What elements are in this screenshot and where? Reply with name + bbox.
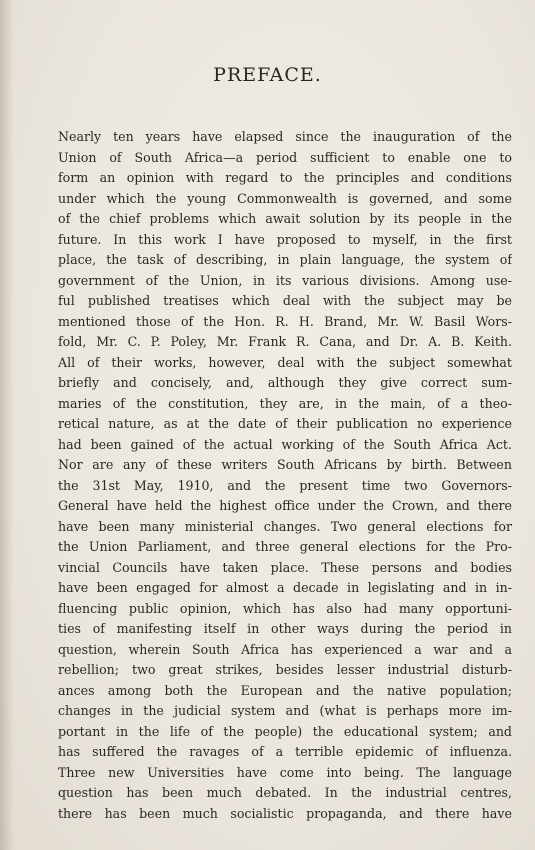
text-line: place, the task of describing, in plain language, the system of xyxy=(58,252,512,267)
text-line: ful published treatises which deal with the subject may be xyxy=(58,293,512,308)
text-line: maries of the constitution, they are, in the main, of a theo- xyxy=(58,395,512,411)
text-line: General have held the highest office under the Crown, and there xyxy=(58,498,512,513)
text-line: has suffered the ravages of a terrible epidemic of influenza. xyxy=(58,744,512,759)
text-line: future. In this work I have proposed to myself, in the first xyxy=(58,231,512,247)
text-line: briefly and concisely, and, although they give correct sum- xyxy=(58,375,512,390)
text-line: mentioned those of the Hon. R. H. Brand, Mr. W. Basil Wors- xyxy=(58,313,512,329)
preface-body xyxy=(58,127,512,824)
text-line: the 31st May, 1910, and the present time two Governors- xyxy=(58,477,512,493)
text-line: Nearly ten years have elapsed since the inauguration of the xyxy=(58,129,512,144)
text-line: Nor are any of these writers South Africans by birth. Between xyxy=(58,457,512,472)
text-line: ances among both the European and the native population; xyxy=(58,682,512,698)
text-line: have been many ministerial changes. Two general elections for xyxy=(58,518,512,534)
text-line: ties of manifesting itself in other ways during the period in xyxy=(58,621,512,636)
text-line: fluencing public opinion, which has also had many opportuni- xyxy=(58,600,512,616)
text-line: the Union Parliament, and three general elections for the Pro- xyxy=(58,539,512,554)
text-line: changes in the judicial system and (what is perhaps more im- xyxy=(58,703,512,718)
text-line: question, wherein South Africa has experienced a war and a xyxy=(58,641,512,657)
text-line: fold, Mr. C. P. Poley, Mr. Frank R. Cana, and Dr. A. B. Keith. xyxy=(58,334,512,349)
text-line: have been engaged for almost a decade in legislating and in in- xyxy=(58,580,512,595)
text-line: under which the young Commonwealth is governed, and some xyxy=(58,190,512,206)
spine-shadow xyxy=(0,0,14,850)
text-line: of the chief problems which await solution by its people in the xyxy=(58,211,512,226)
text-line: Three new Universities have come into being. The language xyxy=(58,764,512,780)
text-line: there has been much socialistic propaganda, and there have xyxy=(58,805,512,821)
text-line: Union of South Africa—a period sufficient to enable one to xyxy=(58,149,512,165)
text-line: question has been much debated. In the industrial centres, xyxy=(58,785,512,800)
text-line: portant in the life of the people) the educational system; and xyxy=(58,723,512,739)
text-line: rebellion; two great strikes, besides lesser industrial disturb- xyxy=(58,662,512,677)
page-title: PREFACE. xyxy=(213,64,322,86)
text-line: retical nature, as at the date of their publication no experience xyxy=(58,416,512,431)
text-line: had been gained of the actual working of the South Africa Act. xyxy=(58,436,512,452)
text-line: government of the Union, in its various divisions. Among use- xyxy=(58,272,512,288)
text-line: form an opinion with regard to the principles and conditions xyxy=(58,170,512,185)
text-line: vincial Councils have taken place. These persons and bodies xyxy=(58,559,512,575)
text-line: All of their works, however, deal with the subject somewhat xyxy=(58,354,512,370)
